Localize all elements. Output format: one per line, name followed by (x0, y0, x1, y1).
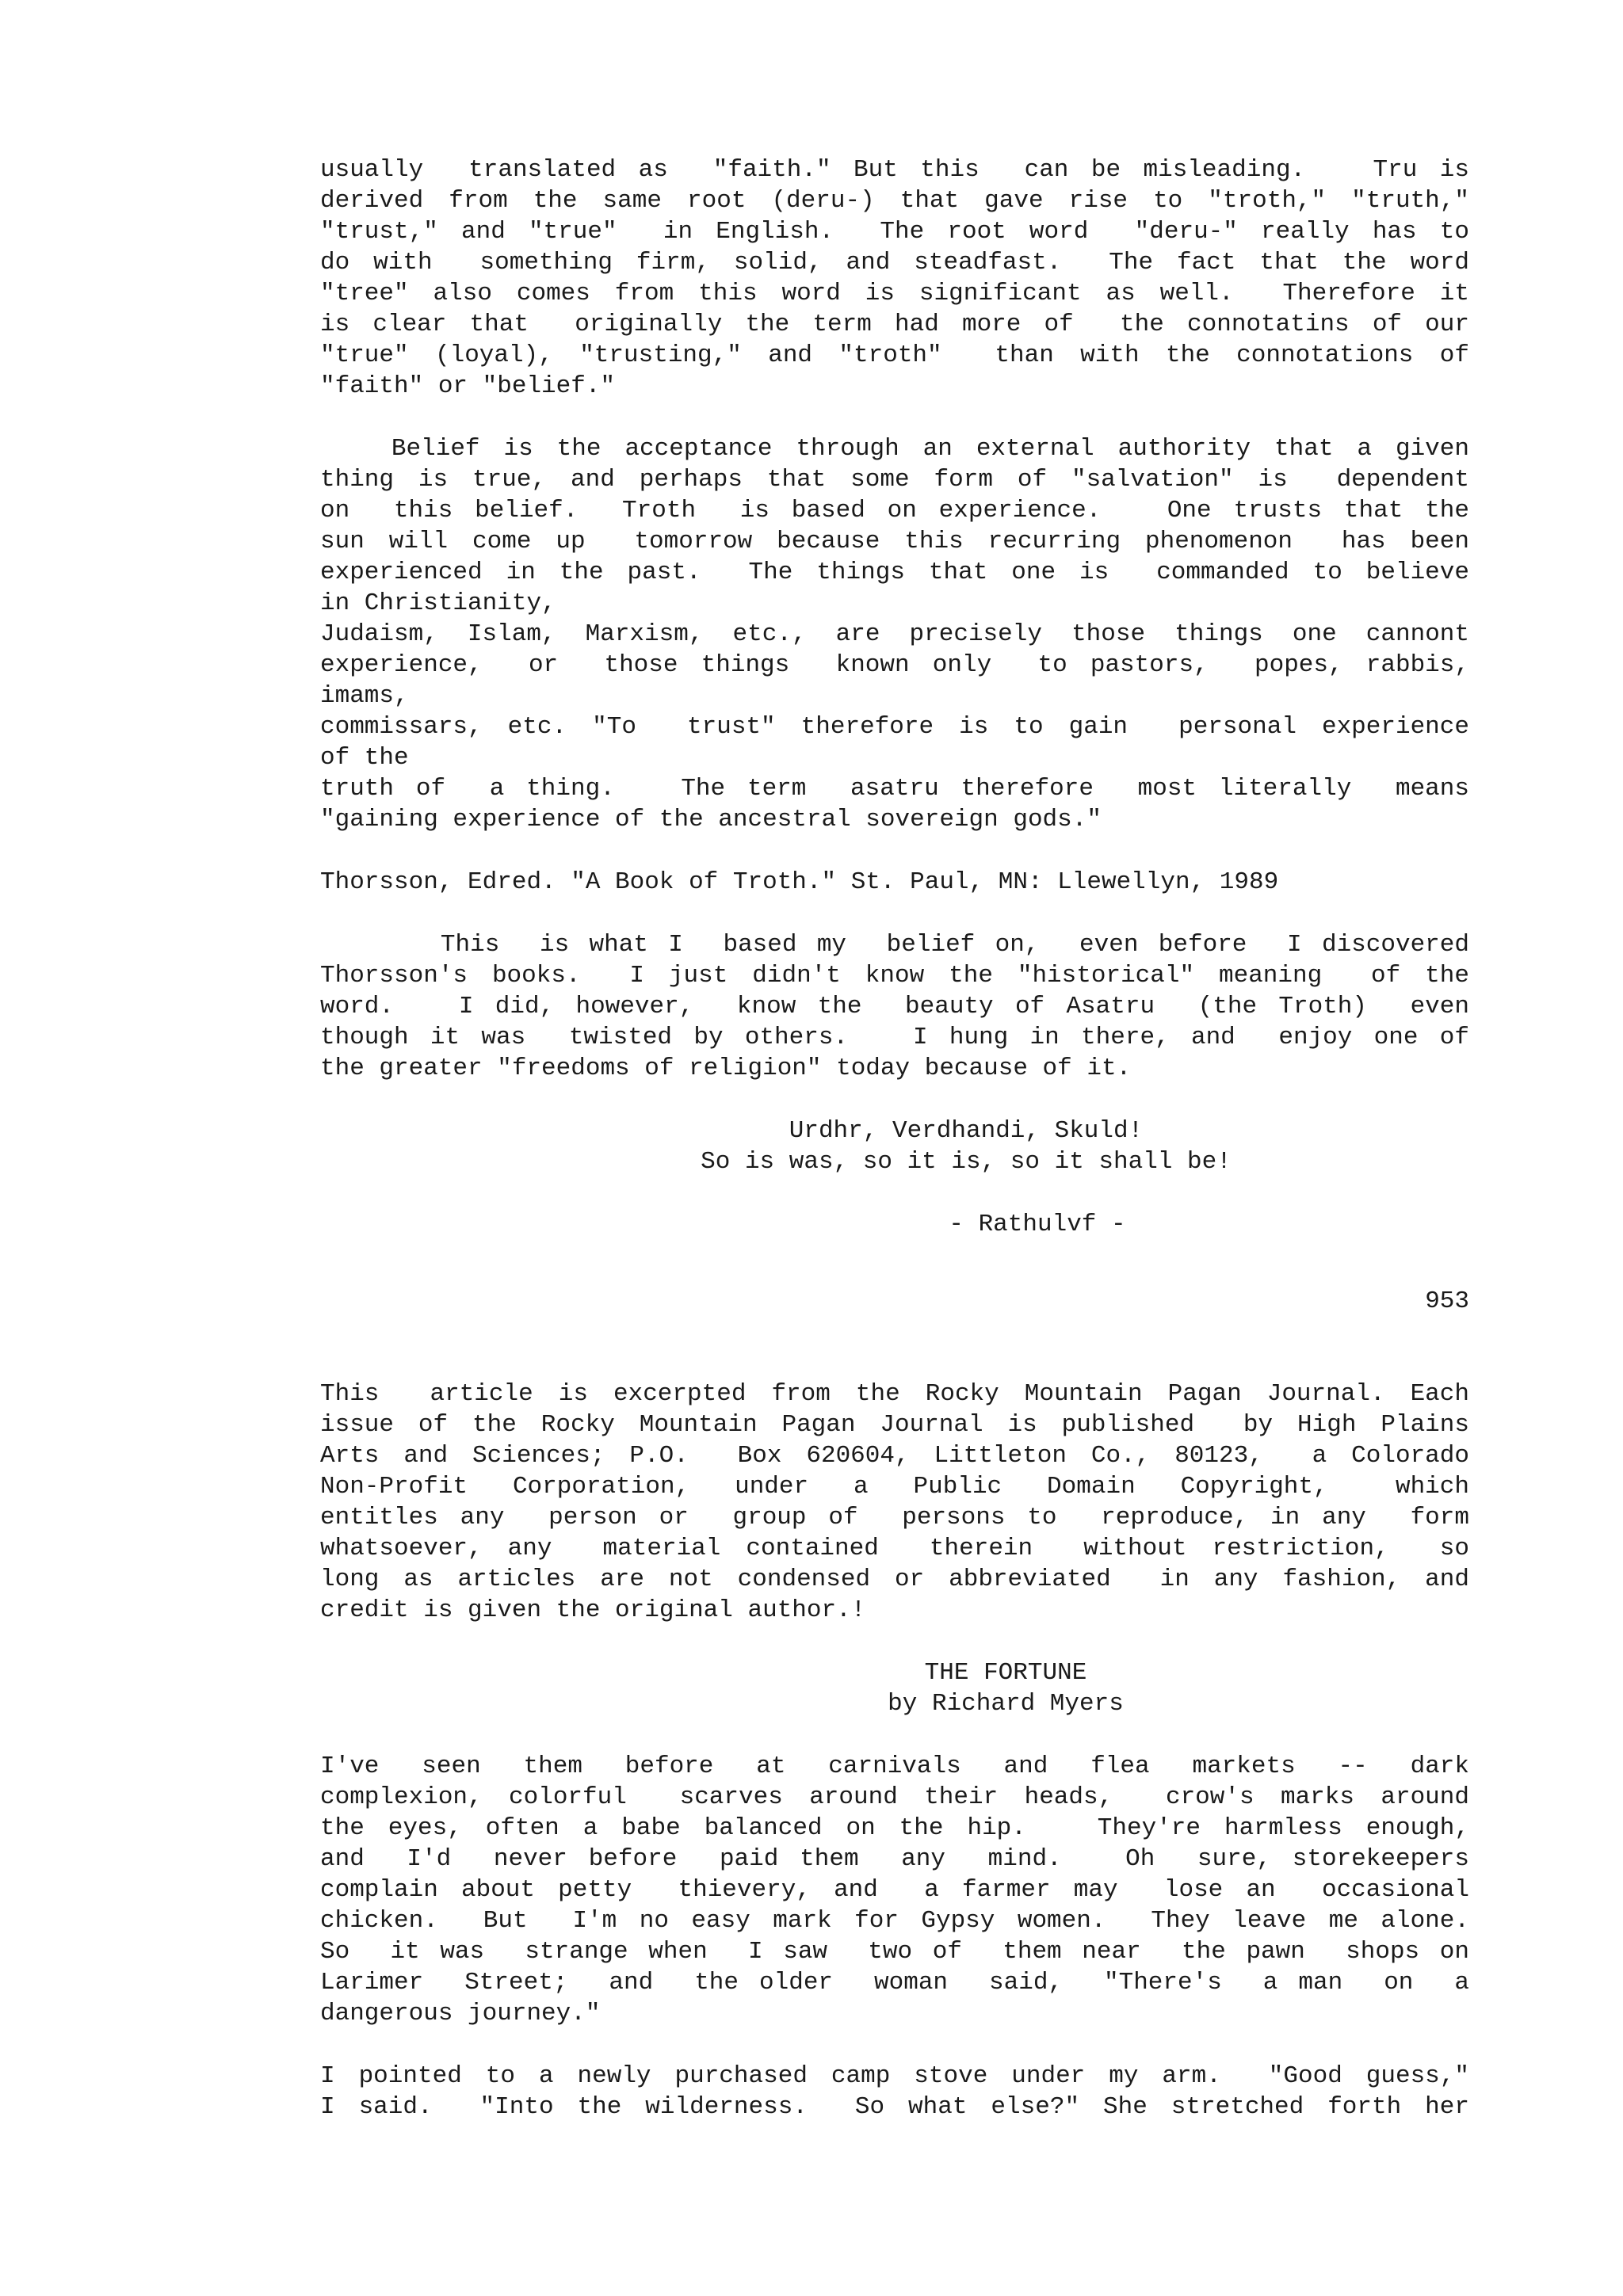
text-line: dangerous journey." (320, 2000, 601, 2027)
text-line: Thorsson's books. I just didn't know the "historical" meaning of the (320, 962, 1469, 990)
text-line: usually translated as "faith." But this can be misleading. Tru is (320, 156, 1469, 184)
text-line: "tree" also comes from this word is significant as well. Therefore it (320, 280, 1469, 307)
text-line: commissars, etc. "To trust" therefore is to gain personal experience (320, 713, 1469, 741)
text-line: chicken. But I'm no easy mark for Gypsy women. They leave me alone. (320, 1907, 1469, 1935)
text-line: Belief is the acceptance through an external authority that a given (320, 435, 1469, 463)
text-line: complexion, colorful scarves around their heads, crow's marks around (320, 1783, 1469, 1811)
text-line: experienced in the past. The things that one is commanded to believe (320, 559, 1469, 586)
text-line: is clear that originally the term had more of the connotatins of our (320, 311, 1469, 338)
text-line: credit is given the original author.! (320, 1596, 866, 1624)
text-line: truth of a thing. The term asatru therefore most literally means (320, 775, 1469, 803)
text-line: whatsoever, any material contained therein without restriction, so (320, 1535, 1469, 1562)
text-line: complain about petty thievery, and a farmer may lose an occasional (320, 1876, 1469, 1904)
text-line: experience, or those things known only to pastors, popes, rabbis, (320, 651, 1469, 679)
text-line: thing is true, and perhaps that some form of "salvation" is dependent (320, 466, 1469, 494)
paragraph-belief (320, 433, 1469, 835)
text-line: derived from the same root (deru-) that gave rise to "troth," "truth," (320, 187, 1469, 215)
text-line: I pointed to a newly purchased camp stove under my arm. "Good guess," (320, 2062, 1469, 2090)
text-line: I said. "Into the wilderness. So what else?" She stretched forth her (320, 2093, 1469, 2121)
text-line: "faith" or "belief." (320, 372, 616, 400)
signature: - Rathulvf - (949, 1211, 1126, 1238)
text-line: the eyes, often a babe balanced on the hip. They're harmless enough, (320, 1814, 1469, 1842)
paragraph-stove (320, 2061, 1469, 2122)
citation (320, 867, 1469, 898)
text-line: Arts and Sciences; P.O. Box 620604, Littleton Co., 80123, a Colorado (320, 1442, 1469, 1470)
text-line: Judaism, Islam, Marxism, etc., are precisely those things one cannont (320, 620, 1469, 648)
closing-verse (320, 1116, 1469, 1177)
text-line: long as articles are not condensed or abbreviated in any fashion, and (320, 1566, 1469, 1593)
text-line: though it was twisted by others. I hung in there, and enjoy one of (320, 1024, 1469, 1051)
text-line: of the (320, 744, 409, 772)
text-line: This is what I based my belief on, even before I discovered (320, 931, 1469, 959)
article-title: THE FORTUNE (924, 1659, 1087, 1687)
text-line: "gaining experience of the ancestral sovereign gods." (320, 806, 1102, 833)
page-number: 953 (1425, 1287, 1469, 1315)
text-line: entitles any person or group of persons to reproduce, in any form (320, 1504, 1469, 1531)
closing-line-2: So is was, so it is, so it shall be! (701, 1148, 1232, 1176)
text-line: This article is excerpted from the Rocky Mountain Pagan Journal. Each (320, 1380, 1469, 1408)
text-line: "true" (loyal), "trusting," and "troth" than with the connotations of (320, 341, 1469, 369)
text-line: in Christianity, (320, 589, 556, 617)
paragraph-fortune (320, 1751, 1469, 2029)
citation-text: Thorsson, Edred. "A Book of Troth." St. Paul, MN: Llewellyn, 1989 (320, 868, 1279, 896)
paragraph-based (320, 929, 1469, 1084)
text-line: word. I did, however, know the beauty of Asatru (the Troth) even (320, 993, 1469, 1020)
text-line: Non-Profit Corporation, under a Public Domain Copyright, which (320, 1473, 1469, 1501)
text-line: do with something firm, solid, and steadfast. The fact that the word (320, 249, 1469, 277)
article-byline: by Richard Myers (888, 1690, 1124, 1718)
text-line: on this belief. Troth is based on experience. One trusts that the (320, 497, 1469, 524)
text-line: the greater "freedoms of religion" today because of it. (320, 1055, 1132, 1082)
text-line: issue of the Rocky Mountain Pagan Journal is published by High Plains (320, 1411, 1469, 1439)
paragraph-faith (320, 154, 1469, 402)
document-page (320, 154, 1469, 2122)
text-line: imams, (320, 682, 409, 710)
text-line: "trust," and "true" in English. The root word "deru-" really has to (320, 218, 1469, 246)
text-line: So it was strange when I saw two of them near the pawn shops on (320, 1938, 1469, 1966)
article-heading (320, 1657, 1469, 1719)
text-line: and I'd never before paid them any mind. Oh sure, storekeepers (320, 1845, 1469, 1873)
closing-line-1: Urdhr, Verdhandi, Skuld! (789, 1117, 1144, 1145)
paragraph-excerpt (320, 1379, 1469, 1626)
text-line: I've seen them before at carnivals and flea markets -- dark (320, 1753, 1469, 1780)
text-line: sun will come up tomorrow because this recurring phenomenon has been (320, 528, 1469, 555)
text-line: Larimer Street; and the older woman said, "There's a man on a (320, 1969, 1469, 1997)
